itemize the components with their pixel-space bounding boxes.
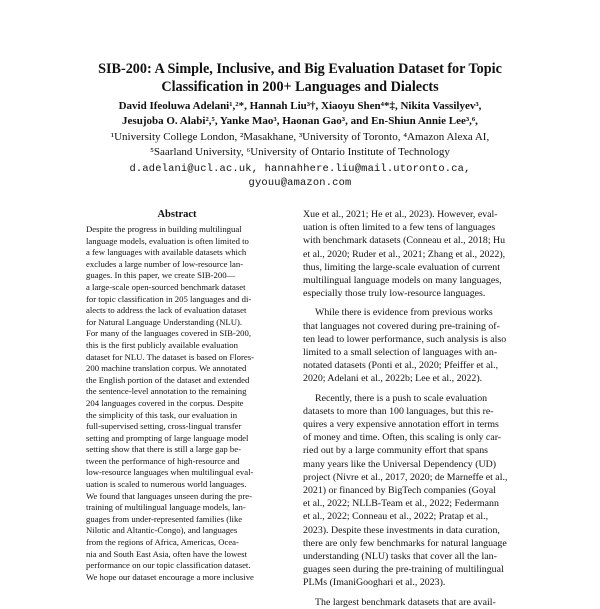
abstract-line: this is the first publicly available evaluation [86, 339, 238, 350]
body-line: ried out by a large community effort that spans [303, 445, 489, 457]
author-list [40, 99, 560, 129]
abstract-line: a large-scale open-sourced benchmark dataset [86, 281, 246, 292]
body-line: guages seen during the pre-training of multilingual [303, 564, 504, 576]
body-line: of money and time. Often, this scaling is only car- [303, 432, 502, 444]
abstract-line: tween the performance of high-resource and [86, 455, 240, 466]
abstract-line: for topic classification in 205 languages and di- [86, 293, 252, 304]
abstract-line: Nilotic and Altantic-Congo), and languages [86, 525, 238, 536]
body-line: et al., 2022; Conneau et al., 2022; Pratap et al., [303, 511, 489, 523]
body-line: PLMs (ImaniGooghari et al., 2023). [303, 577, 446, 589]
abstract-line: for Natural Language Understanding (NLU). [86, 316, 243, 327]
abstract-line: training of multilingual language models, lan- [86, 502, 246, 513]
body-line: ten lead to lower performance, such analysis is also [303, 333, 507, 345]
body-line: many years like the Universal Dependency (UD) [303, 458, 497, 470]
title-line: SIB-200: A Simple, Inclusive, and Big Evaluation Dataset for Topic [98, 61, 502, 77]
body-line: that languages not covered during pre-training of- [303, 320, 500, 332]
affiliations [40, 130, 560, 160]
abstract-line: guages. In this paper, we create SIB-200— [86, 270, 236, 281]
abstract-line: excludes a large number of low-resource lan- [86, 258, 244, 269]
abstract-heading: Abstract [157, 209, 197, 220]
abstract-line: language models, evaluation is often limited to [86, 235, 249, 246]
body-line: While there is evidence from previous works [315, 307, 493, 319]
body-line: et al., 2020; Ruder et al., 2021; Zhang et al., 2022), [303, 248, 506, 260]
abstract-text [86, 224, 268, 583]
abstract-line: the simplicity of this task, our evaluation in [86, 409, 238, 420]
body-line: notated datasets (Ponti et al., 2020; Pfeiffer et al., [303, 360, 499, 372]
abstract-line: uation is scaled to numerous world languages. [86, 479, 247, 490]
email-line: d.adelani@ucl.ac.uk, hannahhere.liu@mail.utoronto.ca, [129, 163, 471, 175]
body-line: The largest benchmark datasets that are avail- [315, 596, 496, 608]
abstract-line: For many of the languages covered in SIB-200, [86, 328, 252, 339]
abstract-line: dataset for NLU. The dataset is based on Flores- [86, 351, 254, 362]
abstract-line: setting and prompting of large language model [86, 432, 249, 443]
abstract-line: nia and South East Asia, often have the lowest [86, 548, 247, 559]
body-line: understanding (NLU) tasks that cover all the lan- [303, 551, 497, 563]
email-line: gyouu@amazon.com [248, 177, 352, 189]
author-emails [40, 162, 560, 190]
body-line: quires a very expensive annotation effort in terms [303, 419, 499, 431]
abstract-line: the sentence-level annotation to the remaining [86, 386, 247, 397]
body-line: there are only few benchmarks for natural language [303, 537, 507, 549]
paper-title [40, 60, 560, 96]
body-line: 2021) or financed by BigTech companies (Goyal [303, 485, 496, 497]
body-line: uation is often limited to a few tens of languages [303, 222, 496, 234]
abstract-line: the English portion of the dataset and extended [86, 374, 250, 385]
abstract-line: Despite the progress in building multilingual [86, 224, 242, 234]
title-line: Classification in 200+ Languages and Dialects [161, 79, 439, 95]
body-line: project (Nivre et al., 2017, 2020; de Marneffe et al., [303, 471, 508, 483]
abstract-line: alects to address the lack of evaluation dataset [86, 305, 247, 316]
body-line: Xue et al., 2021; He et al., 2023). However, eval- [303, 209, 498, 220]
body-line: 2023). Despite these investments in data curation, [303, 524, 500, 536]
abstract-line: setting show that there is still a large gap be- [86, 444, 241, 455]
abstract-line: We found that languages unseen during the pre- [86, 490, 252, 501]
body-line: with benchmark datasets (Conneau et al., 2018; Hu [303, 235, 506, 247]
abstract-line: We hope our dataset encourage a more inclusive [86, 571, 254, 582]
body-line: thus, limiting the large-scale evaluation of current [303, 261, 500, 273]
affiliation-line: ⁵Saarland University, ⁶University of Ontario Institute of Technology [150, 146, 450, 158]
body-line: especially those truly low-resource languages. [303, 288, 486, 300]
abstract-line: 204 languages covered in the corpus. Despite [86, 397, 244, 408]
body-line: 2020; Adelani et al., 2022b; Lee et al., 2022). [303, 373, 483, 385]
introduction-text [303, 208, 561, 609]
abstract-line: performance on our topic classification dataset. [86, 560, 251, 571]
abstract-line: 200 machine translation corpus. We annotated [86, 363, 247, 374]
abstract-line: full-supervised setting, cross-lingual transfer [86, 421, 242, 432]
body-line: Recently, there is a push to scale evaluation [315, 392, 488, 404]
body-line: limited to a small selection of languages with an- [303, 347, 498, 359]
body-line: datasets to more than 100 languages, but this re- [303, 405, 494, 417]
abstract-line: low-resource languages when multilingual eval- [86, 467, 254, 478]
abstract-line: a few languages with available datasets which [86, 247, 247, 258]
body-line: et al., 2022; NLLB-Team et al., 2022; Federmann [303, 498, 499, 510]
body-line: multilingual language models on many languages, [303, 275, 502, 287]
abstract-line: from the regions of Africa, Americas, Ocea- [86, 537, 239, 548]
affiliation-line: ¹University College London, ²Masakhane, ³University of Toronto, ⁴Amazon Alexa AI, [110, 131, 490, 143]
author-line: Jesujoba O. Alabi²,⁵, Yanke Mao³, Haonan Gao³, and En-Shiun Annie Lee³,⁶, [122, 115, 478, 127]
author-line: David Ifeoluwa Adelani¹,²*, Hannah Liu³†, Xiaoyu Shen⁴*‡, Nikita Vassilyev³, [118, 100, 482, 112]
abstract-line: guages from under-represented families (like [86, 513, 243, 524]
